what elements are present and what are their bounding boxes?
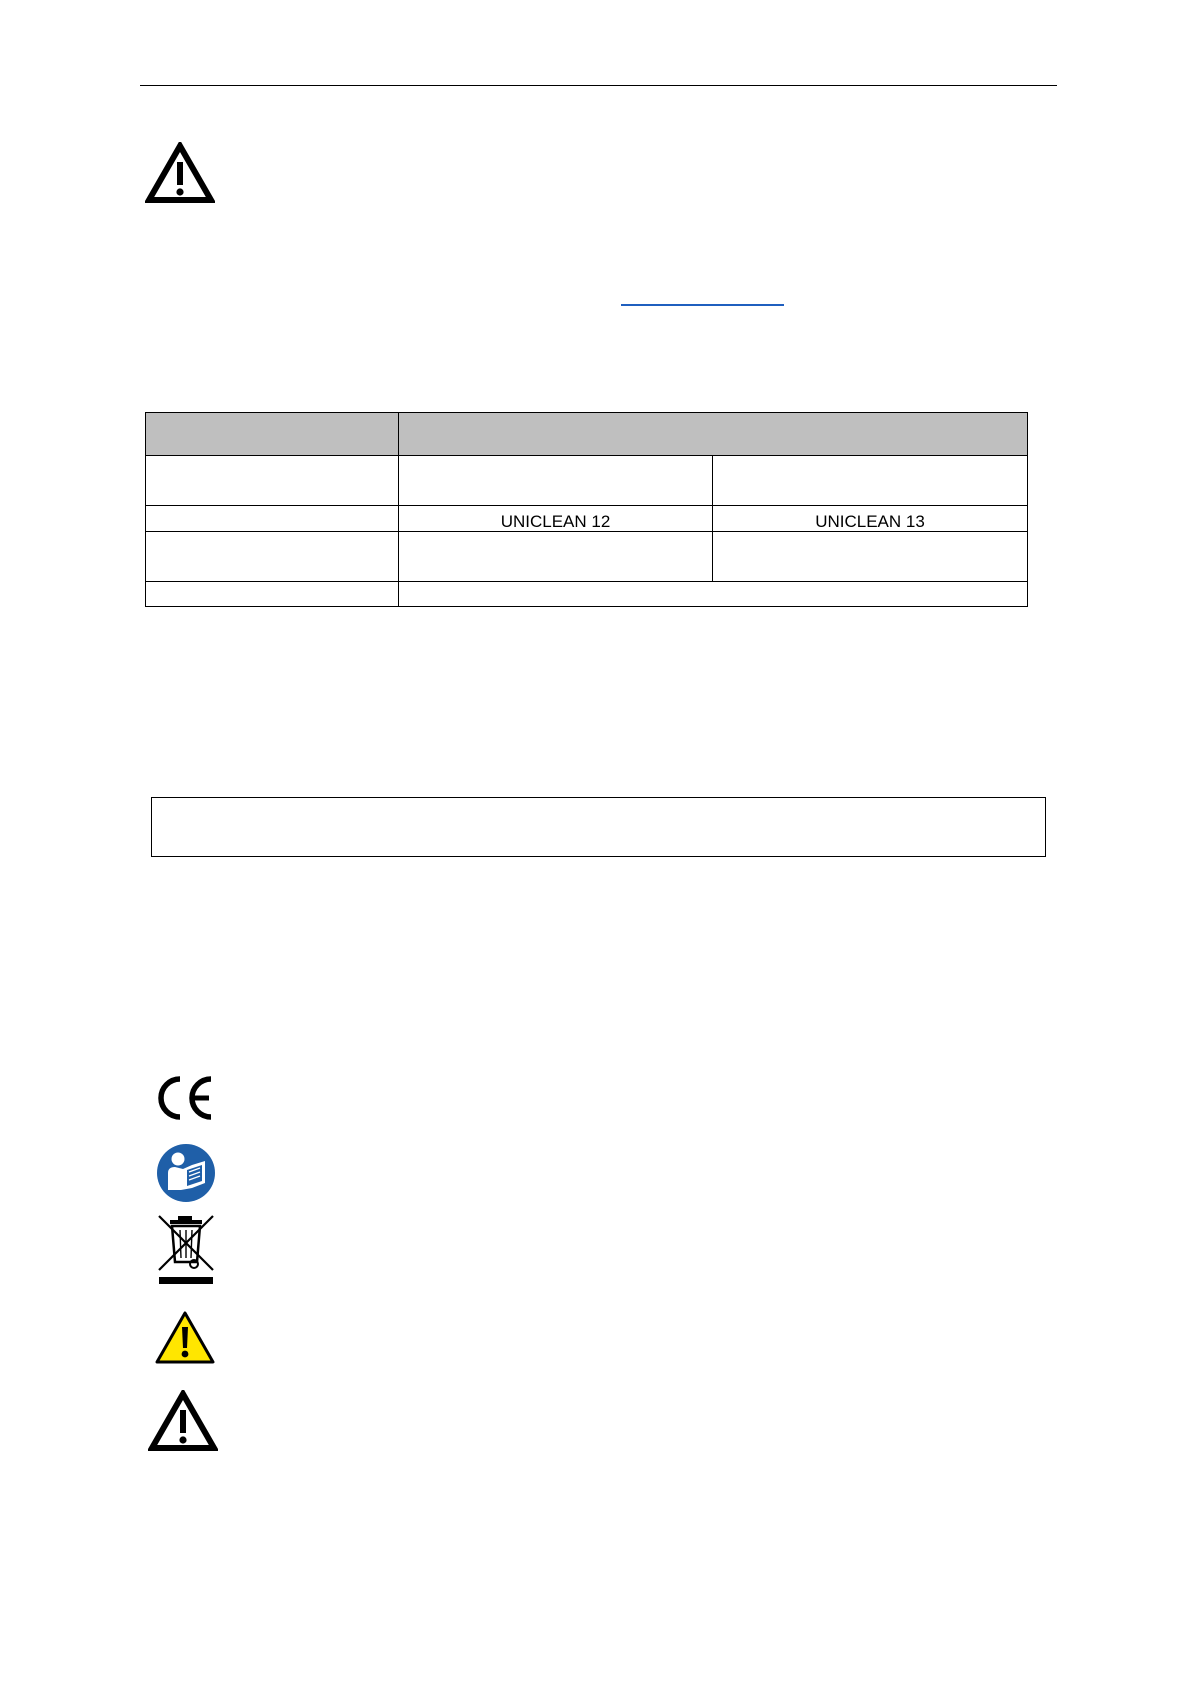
model-cell-uniclean-12: UNICLEAN 12: [399, 506, 713, 532]
table-row: [146, 456, 1028, 506]
read-manual-icon: [156, 1143, 216, 1203]
warning-triangle-yellow-icon: [154, 1310, 216, 1366]
header-rule: [140, 85, 1057, 86]
table-row: [146, 582, 1028, 607]
table-row-models: [146, 506, 1028, 532]
table-header-cell: [399, 413, 1028, 456]
table-cell: [399, 582, 1028, 607]
table-cell: [713, 456, 1028, 506]
warning-triangle-outline-icon: [145, 142, 215, 204]
table-cell: [713, 532, 1028, 582]
table-header-cell: [146, 413, 399, 456]
warning-triangle-outline-icon: [148, 1390, 218, 1452]
table-header-row: [146, 413, 1028, 456]
ce-mark-icon: [156, 1075, 216, 1121]
website-link[interactable]: [621, 304, 784, 306]
notice-box: [151, 797, 1046, 857]
table-cell: [146, 506, 399, 532]
table-cell: [399, 456, 713, 506]
table-cell: [146, 582, 399, 607]
model-cell-uniclean-13: UNICLEAN 13: [713, 506, 1028, 532]
table-cell: [146, 532, 399, 582]
crossed-out-wheelie-bin-icon: [156, 1214, 216, 1286]
table-cell: [399, 532, 713, 582]
parameters-table: [145, 412, 1028, 607]
table-row: [146, 532, 1028, 582]
table-cell: [146, 456, 399, 506]
